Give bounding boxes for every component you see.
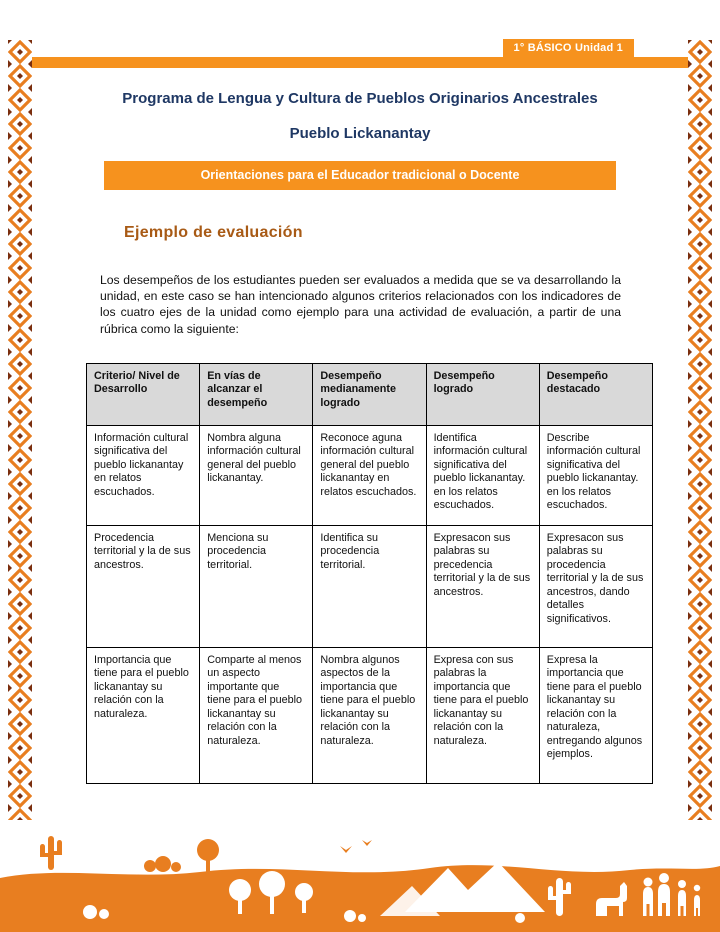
intro-paragraph: Los desempeños de los estudiantes pueden ser evaluados a medida que se va desarrollando la unidad, en este caso se han intencionado algunos criterios relacionados con los indicadores de los cuatro ejes de la unidad como ejemplo para una actividad de evaluación, a partir de una rúbrica como la siguiente: — [100, 273, 621, 336]
orientation-banner: Orientaciones para el Educador tradicional o Docente — [104, 161, 616, 190]
table-row — [87, 648, 653, 784]
left-border-pattern — [8, 40, 32, 820]
table-cell: Expresa la importancia que tiene para el pueblo lickanantay su relación con la naturaleza, entregando algunos ejemplos. — [539, 648, 652, 784]
table-cell: Identifica información cultural significativa del pueblo lickanantay. en los relatos escuchados. — [426, 426, 539, 526]
table-row — [87, 426, 653, 526]
table-cell: Menciona su procedencia territorial. — [200, 526, 313, 648]
table-cell: Describe información cultural significativa del pueblo lickanantay. en los relatos escuchados. — [539, 426, 652, 526]
table-cell: Nombra alguna información cultural general del pueblo lickanantay. — [200, 426, 313, 526]
pueblo-subtitle: Pueblo Lickanantay — [289, 125, 431, 142]
table-cell: Importancia que tiene para el pueblo lickanantay su relación con la naturaleza. — [87, 648, 200, 784]
top-accent-bar — [32, 57, 688, 68]
right-border-pattern — [688, 40, 712, 820]
section-heading: Ejemplo de evaluación — [124, 224, 303, 241]
column-header-criterio: Criterio/ Nivel de Desarrollo — [87, 364, 200, 426]
table-cell: Comparte al menos un aspecto importante que tiene para el pueblo lickanantay su relación con la naturaleza. — [200, 648, 313, 784]
column-header-en-vias: En vías de alcanzar el desempeño — [200, 364, 313, 426]
column-header-destacado: Desempeño destacado — [539, 364, 652, 426]
table-row — [87, 526, 653, 648]
header-row — [87, 364, 653, 426]
table-cell: Reconoce aguna información cultural general del pueblo lickanantay en relatos escuchados. — [313, 426, 426, 526]
table-cell: Identifica su procedencia territorial. — [313, 526, 426, 648]
rubric-table-head — [87, 364, 653, 426]
rubric-table-body — [87, 426, 653, 784]
column-header-medianamente: Desempeño medianamente logrado — [313, 364, 426, 426]
table-cell: Expresa con sus palabras la importancia que tiene para el pueblo lickanantay su relación con la naturaleza. — [426, 648, 539, 784]
program-title: Programa de Lengua y Cultura de Pueblos Originarios Ancestrales — [122, 90, 598, 107]
column-header-logrado: Desempeño logrado — [426, 364, 539, 426]
table-cell: Nombra algunos aspectos de la importancia que tiene para el pueblo lickanantay su relación con la naturaleza. — [313, 648, 426, 784]
table-cell: Procedencia territorial y la de sus ancestros. — [87, 526, 200, 648]
table-cell: Expresacon sus palabras su precedencia territorial y la de sus ancestros. — [426, 526, 539, 648]
table-cell: Información cultural significativa del pueblo lickanantay en relatos escuchados. — [87, 426, 200, 526]
unit-badge: 1° BÁSICO Unidad 1 — [503, 39, 634, 58]
table-cell: Expresacon sus palabras su procedencia territorial y la de sus ancestros, dando detalles significativos. — [539, 526, 652, 648]
footer-illustration — [0, 820, 720, 932]
rubric-table — [86, 363, 653, 784]
